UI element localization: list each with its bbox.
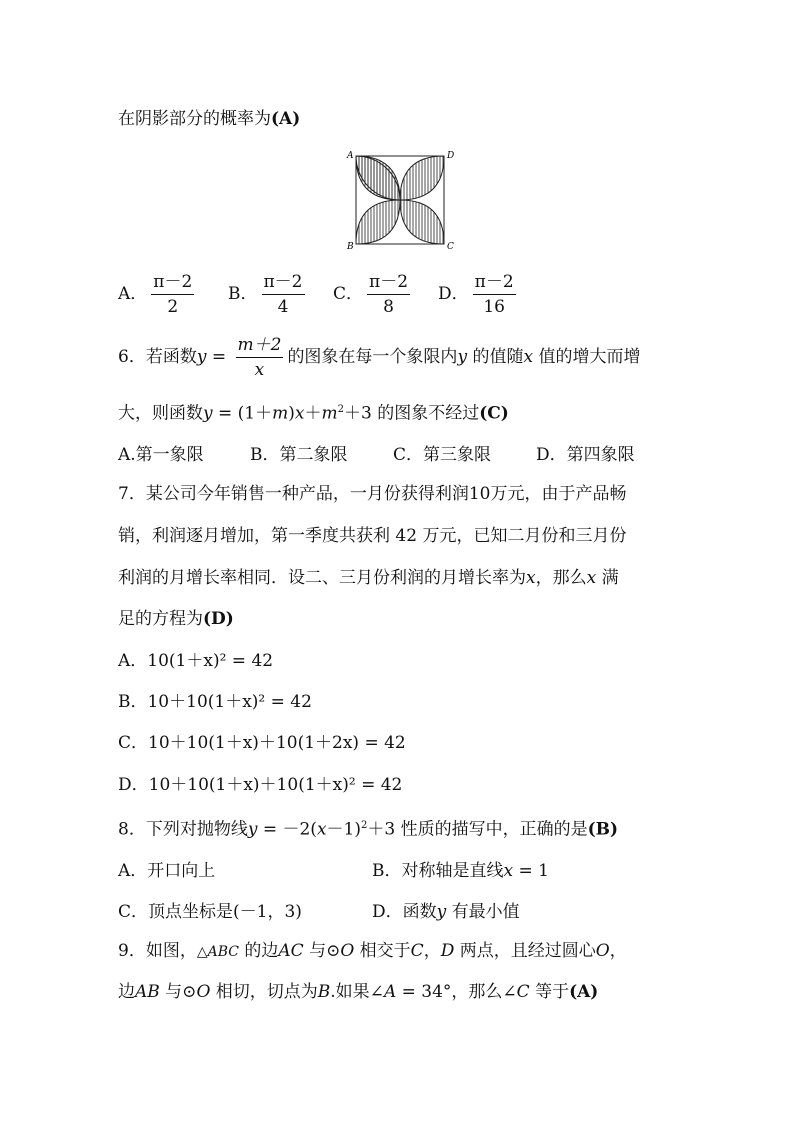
- q6-option-a: A.第一象限: [118, 445, 204, 465]
- q9-text: 9．如图，: [118, 941, 197, 961]
- q5-option-b: [228, 272, 309, 317]
- q6-equals: =: [206, 347, 232, 367]
- q9-ac: AC: [278, 941, 304, 961]
- label-D: D: [447, 151, 455, 161]
- q7-line-4: [118, 607, 234, 631]
- q9-text-3: 与⊙: [303, 941, 341, 961]
- q6-text-2: 的值随: [467, 347, 524, 367]
- intro-text: 在阴影部分的概率为: [118, 109, 271, 129]
- q6-line2-text: 大，则函数: [118, 403, 203, 424]
- var-x: x: [316, 819, 327, 840]
- var-y: y: [457, 347, 468, 367]
- q9-comma-2: ，: [609, 941, 627, 961]
- q9-text-5: 两点，且经过圆心: [454, 941, 596, 961]
- q6-fraction: [236, 335, 284, 380]
- q8-option-d-text: D．函数: [372, 902, 437, 922]
- q6-answer: (C): [479, 403, 509, 424]
- q9-line2-text: 边: [118, 982, 135, 1002]
- label-C: C: [447, 242, 454, 250]
- q7-line4-text: 足的方程为: [118, 609, 203, 629]
- q9-b: B: [317, 982, 331, 1002]
- q6-line2-func: = (1＋: [212, 403, 273, 424]
- q8-option-b: [372, 856, 549, 881]
- fraction-denominator: 8: [383, 297, 394, 317]
- q9-answer: (A): [569, 982, 599, 1002]
- var-y: y: [247, 819, 258, 840]
- q8-func-b: －1): [326, 819, 361, 840]
- q6-line2-plus: ＋: [304, 403, 322, 424]
- q6-line-2: 大，则函数$y = (1+m)x+m^2+3$ 的图象不经过(C): [118, 403, 509, 424]
- q9-comma: ，: [423, 941, 441, 961]
- q9-o: O: [340, 941, 355, 961]
- q9-triangle: △ABC: [196, 944, 239, 960]
- fraction-numerator: π－2: [367, 272, 410, 295]
- q5-option-d-letter: D．: [438, 284, 469, 304]
- q8-option-b-value: = 1: [513, 861, 549, 881]
- q7-line3-text-3: 满: [596, 568, 619, 588]
- q5-option-c-letter: C．: [333, 284, 364, 304]
- q7-line3-text-2: ，那么: [535, 568, 587, 588]
- fraction-numerator: π－2: [262, 272, 305, 295]
- q5-option-c: [333, 272, 414, 317]
- q8-text-2: ＋3 性质的描写中，正确的是: [367, 819, 588, 840]
- q9-line-2: [118, 980, 598, 1004]
- fraction-numerator: m＋2: [236, 335, 284, 358]
- q6-line-1: [118, 335, 640, 380]
- fraction-denominator: x: [254, 360, 265, 380]
- q8-option-a: A．开口向上: [118, 861, 216, 881]
- square-petal-figure: [346, 150, 458, 255]
- q9-c: C: [516, 982, 530, 1002]
- q9-o: O: [595, 941, 610, 961]
- q8-text: 8．下列对抛物线: [118, 819, 248, 840]
- q9-d: D: [440, 941, 455, 961]
- q7-line-1: 7．某公司今年销售一种产品，一月份获得利润10万元，由于产品畅: [118, 484, 627, 504]
- q7-answer: (D): [203, 609, 234, 629]
- q6-line2-paren: ): [288, 403, 295, 424]
- q5-option-a-fraction: [151, 272, 194, 317]
- q8-option-d-text-2: 有最小值: [446, 902, 520, 922]
- q8-option-d: [372, 897, 520, 922]
- q8-func-a: = －2(: [257, 819, 317, 840]
- intro-answer: (A): [271, 109, 301, 129]
- q5-option-a-letter: A．: [118, 284, 148, 304]
- q7-option-a: A．10(1＋x)² = 42: [118, 651, 274, 671]
- var-y: y: [203, 403, 213, 424]
- q6-option-c: C．第三象限: [393, 445, 492, 465]
- q6-text-3: 值的增大而增: [533, 347, 641, 367]
- q9-a: A: [383, 982, 397, 1002]
- q6-option-d: D．第四象限: [536, 445, 635, 465]
- q8-answer: (B): [587, 819, 619, 840]
- fraction-numerator: π－2: [151, 272, 194, 295]
- q8-line-1: 8．下列对抛物线$y = -2(x-1)^2+3$ 性质的描写中，正确的是(B): [118, 819, 619, 840]
- var-x: x: [526, 568, 536, 588]
- q6-prefix: 6．若函数: [118, 347, 197, 367]
- q9-o: O: [196, 982, 211, 1002]
- q7-line-3: [118, 566, 619, 590]
- var-y: y: [436, 902, 447, 922]
- fraction-numerator: π－2: [473, 272, 516, 295]
- fraction-denominator: 4: [277, 297, 289, 317]
- q7-option-d: D．10＋10(1＋x)＋10(1＋x)² = 42: [118, 775, 403, 795]
- var-x: x: [503, 861, 514, 881]
- intro-line: [118, 107, 300, 131]
- q9-c: C: [410, 941, 424, 961]
- q5-option-d: [438, 272, 520, 317]
- q8-option-c: C．顶点坐标是(－1，3): [118, 902, 302, 922]
- q9-text-4: 相交于: [354, 941, 411, 961]
- q9-line2-text-5: = 34°，那么∠: [396, 982, 517, 1002]
- q5-option-c-fraction: [367, 272, 410, 317]
- q7-line3-text: 利润的月增长率相同．设二、三月份利润的月增长率为: [118, 568, 526, 588]
- q6-option-b: B．第二象限: [250, 445, 348, 465]
- q9-line2-text-3: 相切，切点为: [210, 982, 318, 1002]
- q5-option-d-fraction: [473, 272, 516, 317]
- fraction-denominator: 16: [483, 297, 505, 317]
- fraction-denominator: 2: [167, 297, 179, 317]
- q5-option-a: [118, 272, 198, 317]
- q7-option-c: C．10＋10(1＋x)＋10(1＋2x) = 42: [118, 733, 406, 753]
- var-x: x: [586, 568, 597, 588]
- q6-line2-rest: ＋3 的图象不经过: [343, 403, 480, 424]
- var-x: x: [294, 403, 305, 424]
- q9-line2-text-2: 与⊙: [159, 982, 197, 1002]
- var-x: x: [523, 347, 534, 367]
- q5-option-b-letter: B．: [228, 284, 258, 304]
- q7-line-2: 销，利润逐月增加，第一季度共获利 42 万元，已知二月份和三月份: [118, 526, 627, 546]
- q6-text: 的图象在每一个象限内: [287, 347, 458, 367]
- label-A: A: [347, 151, 354, 161]
- q7-option-b: B．10＋10(1＋x)² = 42: [118, 692, 312, 712]
- q9-ab: AB: [135, 982, 160, 1002]
- q8-option-b-text: B．对称轴是直线: [372, 861, 504, 881]
- q9-line-1: [118, 939, 627, 964]
- var-y: y: [196, 347, 207, 367]
- q5-option-b-fraction: [262, 272, 305, 317]
- label-B: B: [347, 242, 354, 250]
- q9-text-2: 的边: [238, 941, 279, 961]
- q9-line2-text-6: 等于: [529, 982, 570, 1002]
- q9-line2-text-4: .如果∠: [330, 982, 384, 1002]
